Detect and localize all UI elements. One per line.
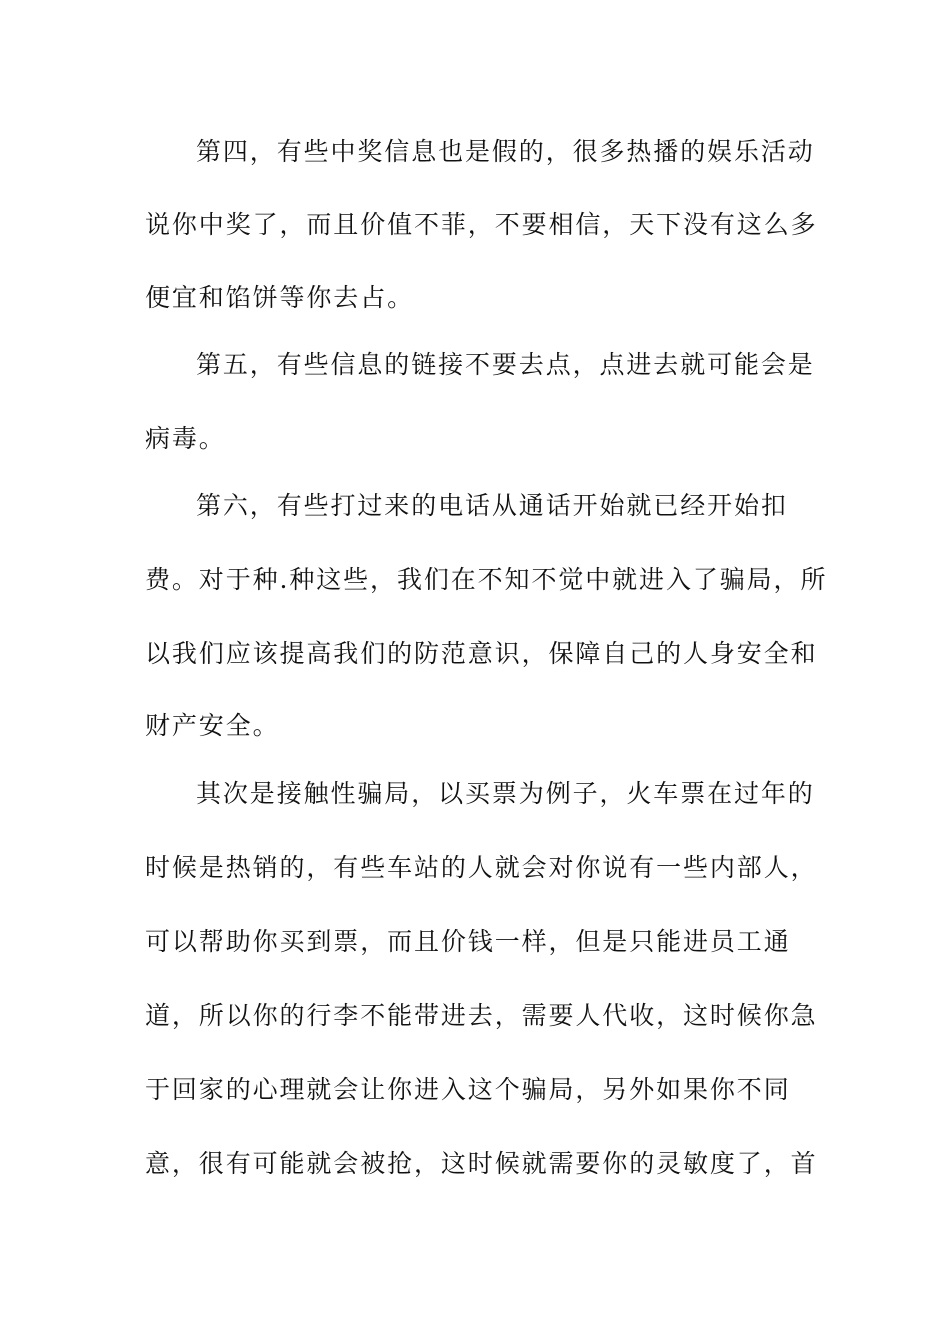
text-line: 第四，有些中奖信息也是假的，很多热播的娱乐活动 [196, 137, 815, 166]
text-line: 以我们应该提高我们的防范意识，保障自己的人身安全和 [145, 639, 818, 668]
text-line: 说你中奖了，而且价值不菲，不要相信，天下没有这么多 [145, 210, 818, 239]
text-line: 费。对于种.种这些，我们在不知不觉中就进入了骗局，所 [145, 565, 828, 594]
text-line: 便宜和馅饼等你去占。 [145, 283, 415, 312]
text-line: 财产安全。 [145, 711, 280, 740]
text-line: 其次是接触性骗局，以买票为例子，火车票在过年的 [196, 779, 815, 808]
text-line: 道，所以你的行李不能带进去，需要人代收，这时候你急 [145, 1001, 818, 1030]
text-line: 于回家的心理就会让你进入这个骗局，另外如果你不同 [145, 1075, 791, 1104]
text-line: 病毒。 [145, 424, 226, 453]
text-line: 第五，有些信息的链接不要去点，点进去就可能会是 [196, 350, 815, 379]
text-line: 第六，有些打过来的电话从通话开始就已经开始扣 [196, 491, 788, 520]
text-line: 意，很有可能就会被抢，这时候就需要你的灵敏度了，首 [145, 1149, 818, 1178]
text-line: 时候是热销的，有些车站的人就会对你说有一些内部人， [145, 853, 818, 882]
text-line: 可以帮助你买到票，而且价钱一样，但是只能进员工通 [145, 927, 791, 956]
